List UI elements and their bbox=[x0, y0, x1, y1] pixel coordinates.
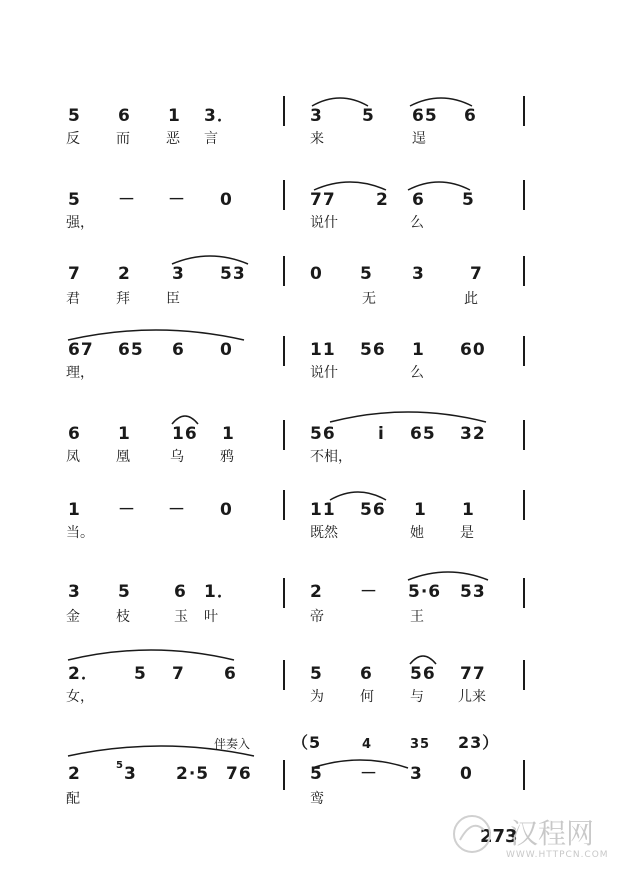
note: － bbox=[360, 582, 378, 602]
lyric: 玉 bbox=[174, 609, 188, 625]
slur bbox=[406, 568, 490, 582]
lyric: 既然 bbox=[310, 525, 338, 541]
score-row bbox=[0, 582, 630, 652]
lyric: 是 bbox=[460, 525, 474, 541]
note: 7 bbox=[172, 664, 185, 684]
note: 11 bbox=[310, 340, 336, 360]
note: 56 bbox=[360, 500, 386, 520]
bar-line bbox=[283, 490, 285, 520]
slur bbox=[310, 94, 370, 108]
bar-line bbox=[523, 660, 525, 690]
note: 2 bbox=[376, 190, 389, 210]
lyric: 凰 bbox=[116, 449, 130, 465]
note: 5 bbox=[362, 106, 375, 126]
bar-line bbox=[283, 180, 285, 210]
accompaniment-label: 伴奏入 bbox=[214, 737, 251, 751]
bar-line bbox=[523, 490, 525, 520]
lyric: 逞 bbox=[412, 131, 426, 147]
note: 56 bbox=[360, 340, 386, 360]
bar-line bbox=[283, 760, 285, 790]
note: 3． bbox=[204, 106, 235, 126]
note: 6 bbox=[464, 106, 477, 126]
lyric: 鸦 bbox=[220, 449, 234, 465]
note: － bbox=[168, 190, 186, 210]
note: 6 bbox=[412, 190, 425, 210]
watermark-brand: 汉程网 bbox=[510, 817, 595, 850]
note: 1 bbox=[168, 106, 181, 126]
note: － bbox=[118, 500, 136, 520]
note: 5·6 bbox=[408, 582, 442, 602]
note: 56 bbox=[410, 664, 436, 684]
lyric: 不相， bbox=[310, 449, 352, 465]
note: 56 bbox=[310, 424, 336, 444]
lyric: 言 bbox=[204, 131, 218, 147]
lyric: 她 bbox=[410, 525, 424, 541]
bar-line bbox=[523, 336, 525, 366]
lyric: 枝 bbox=[116, 609, 130, 625]
note: 1． bbox=[204, 582, 235, 602]
note: 1 bbox=[414, 500, 427, 520]
lyric: 说什 bbox=[310, 215, 338, 231]
slur bbox=[170, 412, 200, 426]
slur bbox=[170, 252, 250, 266]
note: 11 bbox=[310, 500, 336, 520]
note: 1 bbox=[462, 500, 475, 520]
accompaniment-note: 23） bbox=[458, 733, 500, 752]
watermark bbox=[450, 808, 620, 868]
note: 5 bbox=[68, 106, 81, 126]
note: 2 bbox=[118, 264, 131, 284]
lyric: 凤 bbox=[66, 449, 80, 465]
note: 5 bbox=[118, 582, 131, 602]
note: 0 bbox=[460, 764, 473, 784]
note: 16 bbox=[172, 424, 198, 444]
note: 1 bbox=[222, 424, 235, 444]
bar-line bbox=[523, 420, 525, 450]
note: 2 bbox=[68, 764, 81, 784]
lyric: 说什 bbox=[310, 365, 338, 381]
score-row bbox=[0, 100, 630, 170]
bar-line bbox=[523, 180, 525, 210]
slur bbox=[310, 756, 410, 770]
lyric: 反 bbox=[66, 131, 80, 147]
lyric: 而 bbox=[116, 131, 130, 147]
lyric: 为 bbox=[310, 689, 324, 705]
lyric: 乌 bbox=[170, 449, 184, 465]
note: 1 bbox=[118, 424, 131, 444]
bar-line bbox=[523, 96, 525, 126]
lyric: 当。 bbox=[66, 525, 94, 541]
note: － bbox=[118, 190, 136, 210]
note: 65 bbox=[410, 424, 436, 444]
lyric: 无 bbox=[362, 291, 376, 307]
score-row bbox=[0, 190, 630, 260]
bar-line bbox=[283, 420, 285, 450]
note: 7 bbox=[470, 264, 483, 284]
bar-line bbox=[283, 96, 285, 126]
slur bbox=[312, 178, 388, 192]
bar-line bbox=[283, 336, 285, 366]
bar-line bbox=[283, 256, 285, 286]
lyric: 恶 bbox=[166, 131, 180, 147]
watermark-url: WWW.HTTPCN.COM bbox=[506, 850, 609, 860]
lyric: 儿来 bbox=[458, 689, 486, 705]
note: 60 bbox=[460, 340, 486, 360]
note: 0 bbox=[220, 340, 233, 360]
lyric: 强， bbox=[66, 215, 94, 231]
note: 0 bbox=[310, 264, 323, 284]
slur bbox=[328, 488, 388, 502]
note: 0 bbox=[220, 500, 233, 520]
note: i bbox=[378, 424, 385, 444]
score-row bbox=[0, 264, 630, 334]
lyric: 与 bbox=[410, 689, 424, 705]
note: 3 bbox=[172, 264, 185, 284]
note: 3 bbox=[124, 764, 137, 784]
accompaniment-note: 35 bbox=[410, 737, 431, 752]
lyric: 么 bbox=[410, 365, 424, 381]
page-number: 273 bbox=[480, 826, 518, 847]
slur bbox=[408, 94, 474, 108]
lyric: 配 bbox=[66, 791, 80, 807]
note: 5 bbox=[462, 190, 475, 210]
lyric: 此 bbox=[464, 291, 478, 307]
slur bbox=[406, 178, 472, 192]
note: 5 bbox=[68, 190, 81, 210]
note: 1 bbox=[412, 340, 425, 360]
note: 5 bbox=[310, 664, 323, 684]
note: 65 bbox=[118, 340, 144, 360]
note: 2·5 bbox=[176, 764, 210, 784]
note: 32 bbox=[460, 424, 486, 444]
slur bbox=[66, 646, 236, 662]
score-row bbox=[0, 500, 630, 570]
note: 53 bbox=[220, 264, 246, 284]
lyric: 来 bbox=[310, 131, 324, 147]
note: 6 bbox=[360, 664, 373, 684]
score-row bbox=[0, 664, 630, 734]
note: － bbox=[168, 500, 186, 520]
note: 3 bbox=[310, 106, 323, 126]
accompaniment-note: 4 bbox=[362, 737, 373, 752]
note: 3 bbox=[410, 764, 423, 784]
slur bbox=[328, 408, 488, 424]
note: 2． bbox=[68, 664, 99, 684]
lyric: 臣 bbox=[166, 291, 180, 307]
lyric: 鸾 bbox=[310, 791, 324, 807]
note: 5 bbox=[134, 664, 147, 684]
lyric: 女， bbox=[66, 689, 94, 705]
slur bbox=[66, 326, 246, 342]
slur bbox=[408, 652, 438, 666]
lyric: 帝 bbox=[310, 609, 324, 625]
lyric: 王 bbox=[410, 609, 424, 625]
note: 0 bbox=[220, 190, 233, 210]
note: 5 bbox=[310, 764, 323, 784]
note: － bbox=[360, 764, 378, 784]
lyric: 么 bbox=[410, 215, 424, 231]
note: 6 bbox=[118, 106, 131, 126]
accompaniment-note: （5 bbox=[292, 733, 322, 752]
note: 76 bbox=[226, 764, 252, 784]
lyric: 拜 bbox=[116, 291, 130, 307]
bar-line bbox=[283, 578, 285, 608]
bar-line bbox=[283, 660, 285, 690]
note: 6 bbox=[224, 664, 237, 684]
note: 53 bbox=[460, 582, 486, 602]
lyric: 理， bbox=[66, 365, 94, 381]
note: 67 bbox=[68, 340, 94, 360]
note: 7 bbox=[68, 264, 81, 284]
note: 77 bbox=[460, 664, 486, 684]
note: 6 bbox=[174, 582, 187, 602]
bar-line bbox=[523, 256, 525, 286]
note: 1 bbox=[68, 500, 81, 520]
note: 2 bbox=[310, 582, 323, 602]
watermark-logo-icon bbox=[450, 812, 494, 856]
note: 6 bbox=[68, 424, 81, 444]
note: 6 bbox=[172, 340, 185, 360]
note: 77 bbox=[310, 190, 336, 210]
score-row bbox=[0, 340, 630, 410]
score-row bbox=[0, 424, 630, 494]
note: 5 bbox=[360, 264, 373, 284]
note: 65 bbox=[412, 106, 438, 126]
lyric: 金 bbox=[66, 609, 80, 625]
lyric: 何 bbox=[360, 689, 374, 705]
grace-note: 5 bbox=[116, 760, 124, 771]
bar-line bbox=[523, 760, 525, 790]
lyric: 叶 bbox=[204, 609, 218, 625]
lyric: 君 bbox=[66, 291, 80, 307]
note: 3 bbox=[412, 264, 425, 284]
note: 3 bbox=[68, 582, 81, 602]
bar-line bbox=[523, 578, 525, 608]
